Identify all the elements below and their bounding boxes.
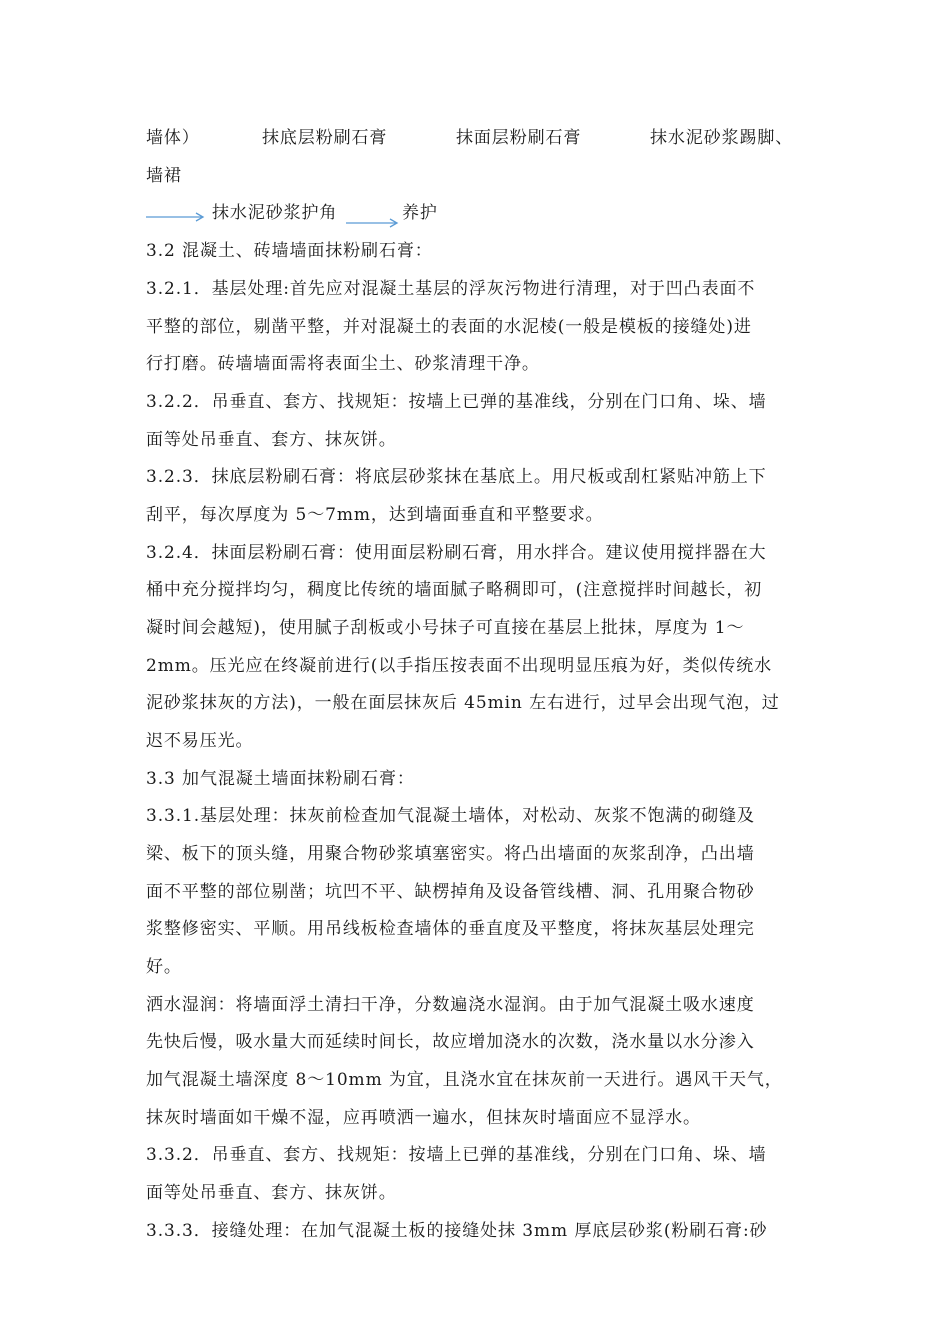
flow-step-curing: 养护 <box>402 203 438 223</box>
text-line: 3.2.1．基层处理:首先应对混凝土基层的浮灰污物进行清理，对于凹凸表面不 <box>146 279 756 299</box>
flow-row-3 <box>146 201 810 225</box>
text-line: 3.2.4．抹面层粉刷石膏：使用面层粉刷石膏，用水拌合。建议使用搅拌器在大 <box>146 543 767 563</box>
text-line: 加气混凝土墙深度 8～10mm 为宜，且浇水宜在抹灰前一天进行。遇风干天气， <box>146 1070 783 1090</box>
flow-step-skirting: 抹水泥砂浆踢脚、 <box>650 128 794 148</box>
flow-step-wall: 墙体） <box>146 128 200 148</box>
text-line: 3.3.2．吊垂直、套方、找规矩：按墙上已弹的基准线，分别在门口角、垛、墙 <box>146 1145 767 1165</box>
text-line: 3.3 加气混凝土墙面抹粉刷石膏： <box>146 769 415 789</box>
text-line: 3.3.3．接缝处理：在加气混凝土板的接缝处抹 3mm 厚底层砂浆(粉刷石膏:砂 <box>146 1221 768 1241</box>
text-line: 2mm。压光应在终凝前进行(以手指压按表面不出现明显压痕为好，类似传统水 <box>146 656 773 676</box>
flow-step-base-plaster: 抹底层粉刷石膏 <box>262 128 388 148</box>
text-line: 3.3.1.基层处理：抹灰前检查加气混凝土墙体，对松动、灰浆不饱满的砌缝及 <box>146 806 755 826</box>
flow-row-2 <box>146 164 810 188</box>
text-line: 3.2.3．抹底层粉刷石膏：将底层砂浆抹在基底上。用尺板或刮杠紧贴冲筋上下 <box>146 467 767 487</box>
flow-row-1 <box>146 126 810 150</box>
text-line: 泥砂浆抹灰的方法)，一般在面层抹灰后 45min 左右进行，过早会出现气泡，过 <box>146 693 780 713</box>
flow-arrow-icon <box>146 203 210 225</box>
text-line: 刮平，每次厚度为 5～7mm，达到墙面垂直和平整要求。 <box>146 505 604 525</box>
text-line: 迟不易压光。 <box>146 731 254 751</box>
text-line: 好。 <box>146 957 182 977</box>
text-line: 梁、板下的顶头缝，用聚合物砂浆填塞密实。将凸出墙面的灰浆刮净，凸出墙 <box>146 844 755 864</box>
text-line: 面等处吊垂直、套方、抹灰饼。 <box>146 430 397 450</box>
text-line: 凝时间会越短)，使用腻子刮板或小号抹子可直接在基层上批抹，厚度为 1～ <box>146 618 745 638</box>
flow-arrow-icon <box>346 207 404 229</box>
flow-step-dado: 墙裙 <box>146 166 182 186</box>
flow-step-corner-guard: 抹水泥砂浆护角 <box>212 203 338 223</box>
text-line: 面不平整的部位剔凿；坑凹不平、缺楞掉角及设备管线槽、洞、孔用聚合物砂 <box>146 882 755 902</box>
text-line: 先快后慢，吸水量大而延续时间长，故应增加浇水的次数，浇水量以水分渗入 <box>146 1032 755 1052</box>
text-line: 抹灰时墙面如干燥不湿，应再喷洒一遍水，但抹灰时墙面应不显浮水。 <box>146 1108 701 1128</box>
text-line: 桶中充分搅拌均匀，稠度比传统的墙面腻子略稠即可，(注意搅拌时间越长，初 <box>146 580 763 600</box>
flow-step-face-plaster: 抹面层粉刷石膏 <box>456 128 582 148</box>
text-line: 平整的部位，剔凿平整，并对混凝土的表面的水泥棱(一般是模板的接缝处)进 <box>146 317 752 337</box>
text-line: 浆整修密实、平顺。用吊线板检查墙体的垂直度及平整度，将抹灰基层处理完 <box>146 919 755 939</box>
text-line: 3.2.2．吊垂直、套方、找规矩：按墙上已弹的基准线，分别在门口角、垛、墙 <box>146 392 767 412</box>
text-line: 行打磨。砖墙墙面需将表面尘土、砂浆清理干净。 <box>146 354 540 374</box>
text-line: 面等处吊垂直、套方、抹灰饼。 <box>146 1183 397 1203</box>
text-line: 洒水湿润：将墙面浮土清扫干净，分数遍浇水湿润。由于加气混凝土吸水速度 <box>146 995 755 1015</box>
text-line: 3.2 混凝土、砖墙墙面抹粉刷石膏： <box>146 241 433 261</box>
